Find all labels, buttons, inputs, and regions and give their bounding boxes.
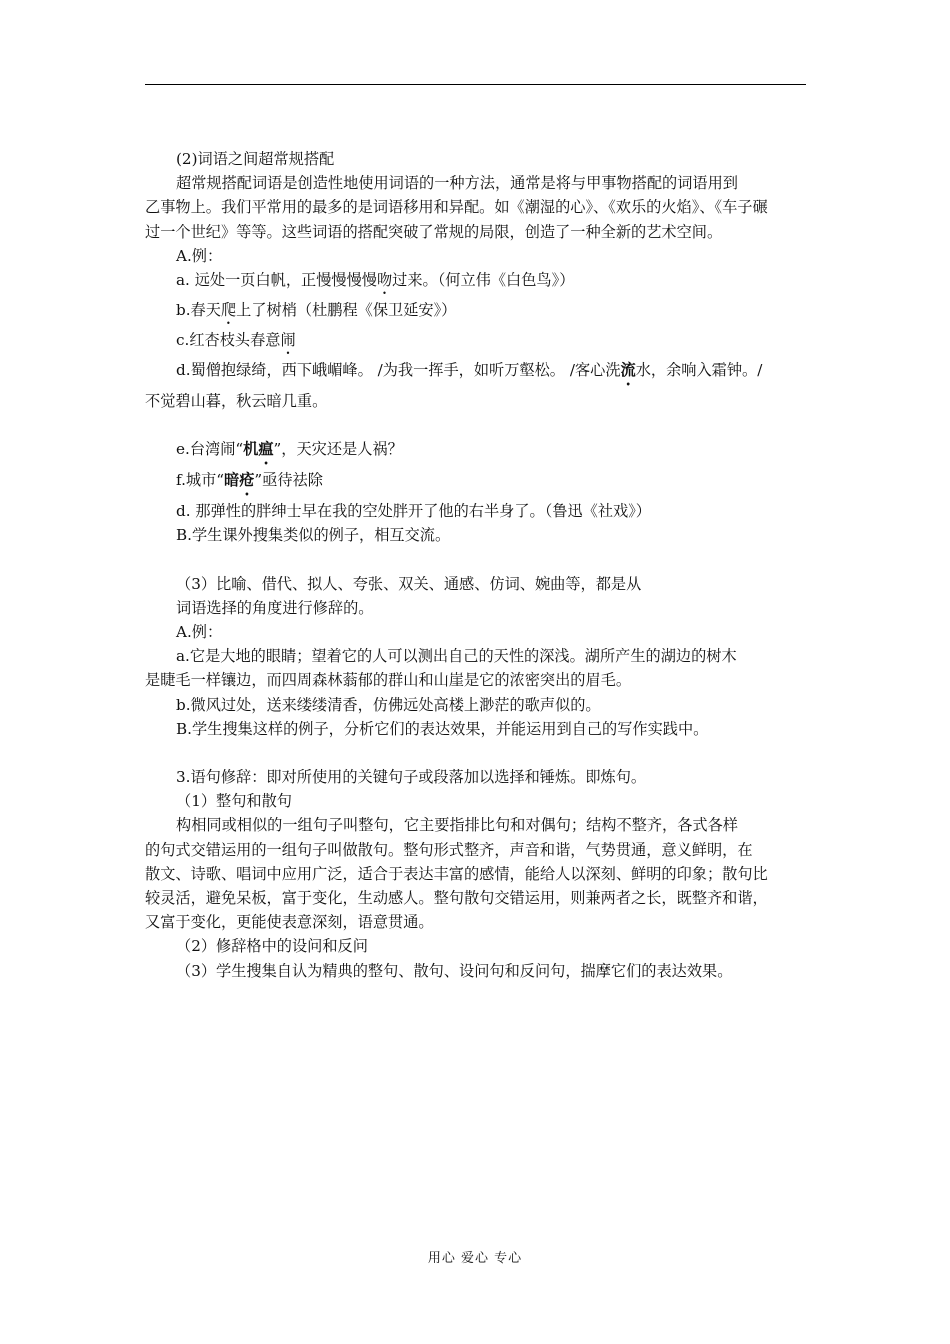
paragraph-line: 又富于变化，更能使表意深刻，语意贯通。 [145, 913, 434, 932]
paragraph-line: 的句式交错运用的一组句子叫做散句。整句形式整齐，声音和谐，气势贯通，意义鲜明，在 [145, 840, 753, 859]
page-footer: 用心 爱心 专心 [427, 1251, 523, 1266]
emphasized-word: 吻 [376, 271, 393, 290]
example-a: a.它是大地的眼睛；望着它的人可以测出自己的天性的深浅。湖所产生的湖边的树木 [176, 647, 737, 666]
example-d-continued: 不觉碧山暮，秋云暗几重。 [145, 392, 328, 411]
paragraph-line: 散文、诗歌、唱词中应用广泛，适合于表达丰富的感情，能给人以深刻、鲜明的印象；散句比 [145, 864, 768, 883]
paragraph-line: 构相同或相似的一组句子叫整句，它主要指排比句和对偶句；结构不整齐，各式各样 [176, 816, 738, 835]
paragraph-line: 词语选择的角度进行修辞的。 [176, 598, 374, 617]
example-c: c.红杏枝头春意闹 [176, 331, 296, 350]
paragraph-line: 较灵活，避免呆板，富于变化，生动感人。整句散句交错运用，则兼两者之长，既整齐和谐， [145, 889, 768, 908]
document-body [145, 147, 807, 983]
emphasized-word: 闹 [280, 331, 296, 350]
header-rule [145, 84, 806, 85]
example-d2: d. 那弹性的胖绅士早在我的空处胖开了他的右半身了。（鲁迅《社戏》） [176, 502, 651, 521]
paragraph-line: 超常规搭配词语是创造性地使用词语的一种方法，通常是将与甲事物搭配的词语用到 [176, 174, 738, 193]
subheading: （1）整句和散句 [176, 792, 292, 811]
example-label: A.例： [176, 246, 223, 265]
example-label: A.例： [176, 623, 223, 642]
section-heading: 3.语句修辞：即对所使用的关键句子或段落加以选择和锤炼。即炼句。 [176, 768, 647, 787]
subheading: （2）修辞格中的设问和反问 [176, 937, 368, 956]
example-b: b.微风过处，送来缕缕清香，仿佛远处高楼上渺茫的歌声似的。 [176, 695, 601, 714]
section-heading: (2)词语之间超常规搭配 [176, 150, 335, 168]
exercise-b: B.学生搜集这样的例子，分析它们的表达效果，并能运用到自己的写作实践中。 [176, 719, 709, 738]
example-b: b.春天爬上了树梢（杜鹏程《保卫延安》） [176, 301, 457, 320]
example-a: a. 远处一页白帆，正慢慢慢慢吻过来。（何立伟《白色鸟》） [176, 271, 575, 290]
emphasized-word: 爬 [220, 301, 237, 320]
paragraph-line: 乙事物上。我们平常用的最多的是词语移用和异配。如《潮湿的心》、《欢乐的火焰》、《车子碾 [145, 198, 768, 217]
section-heading: （3）比喻、借代、拟人、夸张、双关、通感、仿词、婉曲等，都是从 [176, 574, 642, 593]
example-a-continued: 是睫毛一样镶边，而四周森林蓊郁的群山和山崖是它的浓密突出的眉毛。 [145, 671, 631, 690]
emphasized-word: 瘟 [258, 440, 274, 459]
subheading: （3）学生搜集自认为精典的整句、散句、设问句和反问句，揣摩它们的表达效果。 [176, 961, 733, 980]
exercise-b: B.学生课外搜集类似的例子，相互交流。 [176, 526, 451, 545]
emphasized-word: 疮 [239, 471, 255, 490]
example-d: d.蜀僧抱绿绮，西下峨嵋峰。 /为我一挥手，如听万壑松。 /客心洗流水，余响入霜钟。/ [176, 361, 763, 380]
example-e: e.台湾闹“机瘟”，天灾还是人祸？ [176, 440, 403, 459]
example-f: f.城市“暗疮”亟待祛除 [176, 471, 323, 490]
emphasized-word: 流 [620, 361, 636, 380]
paragraph-line: 过一个世纪》等等。这些词语的搭配突破了常规的局限，创造了一种全新的艺术空间。 [145, 222, 723, 241]
